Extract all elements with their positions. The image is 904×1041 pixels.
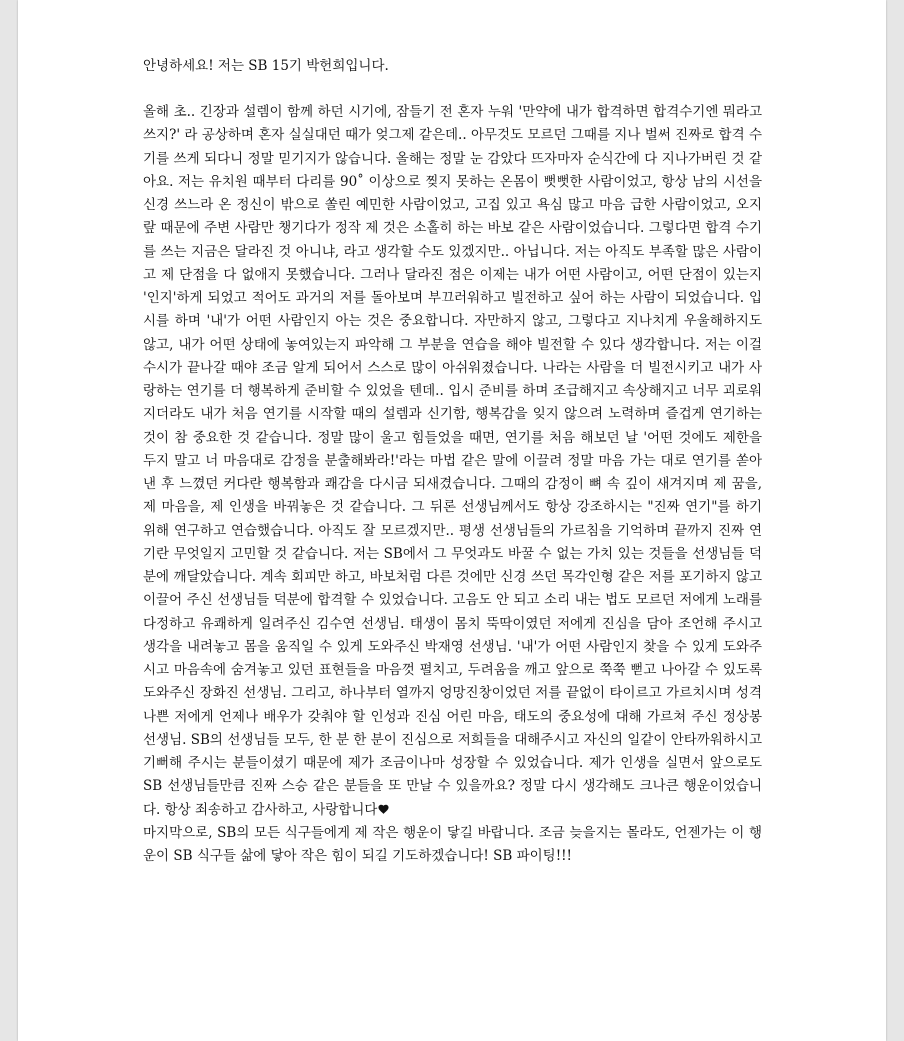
body-paragraph-text: 올해 초.. 긴장과 설렘이 함께 하던 시기에, 잠들기 전 혼자 누워 '만약에 내가 합격하면 합격수기엔 뭐라고 쓰지?' 라 공상하며 혼자 실실대던 때가 엊그제 같은데.. 아무것도 모르던 그때를 지나 벌써 진짜로 합격 수기를 쓰게 되다니 정말 믿기지가 않습니다. 올해는 정말 눈 감았다 뜨자마자 순식간에 다 지나가버린 것 같아요. 저는 유치원 때부터 다리를 90˚ 이상으로 찢지 못하는 온몸이 뻣뻣한 사람이었고, 항상 남의 시선을 신경 쓰느라 온 정신이 밖으로 쏠린 예민한 사람이었고, 고집 있고 욕심 많고 마음 급한 사람이었고, 오지랖 때문에 주변 사람만 챙기다가 정작 제 것은 소홀히 하는 바보 같은 사람이었습니다. 그렇다면 합격 수기를 쓰는 지금은 달라진 것 아니냐, 라고 생각할 수도 있겠지만.. 아닙니다. 저는 아직도 부족할 많은 사람이고 제 단점을 다 없애지 못했습니다. 그러나 달라진 점은 이제는 내가 어떤 사람이고, 어떤 단점이 있는지 '인지'하게 되었고 적어도 과거의 저를 돌아보며 부끄러워하고 빌전하고 싶어 하는 사람이 되었습니다. 입시를 하며 '내'가 어떤 사람인지 아는 것은 중요합니다. 자만하지 않고, 그렇다고 지나치게 우울해하지도 않고, 내가 어떤 상태에 놓여있는지 파악해 그 부분을 연습을 해야 빌전할 수 있다 생각합니다. 저는 이걸 수시가 끝나갈 때야 조금 알게 되어서 스스로 많이 아쉬워졌습니다. 나라는 사람을 더 빌전시키고 내가 사랑하는 연기를 더 행복하게 준비할 수 있었을 텐데.. 입시 준비를 하며 조급해지고 속상해지고 너무 괴로워지더라도 내가 처음 연기를 시작할 때의 설렘과 신기함, 행복감을 잊지 않으려 노력하며 즐겁게 연기하는 것이 참 중요한 것 같습니다. 정말 많이 울고 힘들었을 때면, 연기를 처음 해보던 날 '어떤 것에도 제한을 두지 말고 너 마음대로 감정을 분출해봐라!'라는 마법 같은 말에 이끌려 정말 마음 가는 대로 연기를 쏟아낸 후 느꼈던 커다란 행복함과 쾌감을 다시금 되새겼습니다. 그때의 감정이 뼈 속 깊이 새겨지며 제 꿈을, 제 마음을, 제 인생을 바꿔놓은 것 같습니다. 그 뒤론 선생님께서도 항상 강조하시는 "진짜 연기"를 하기 위해 연구하고 연습했습니다. 아직도 잘 모르겠지만.. 평생 선생님들의 가르침을 기억하며 끝까지 진짜 연기란 무엇일지 고민할 것 같습니다. 저는 SB에서 그 무엇과도 바꿀 수 없는 가치 있는 것들을 선생님들 덕분에 깨달았습니다. 계속 회피만 하고, 바보처럼 다른 것에만 신경 쓰던 목각인형 같은 저를 포기하지 않고 이끌어 주신 선생님들 덕분에 합격할 수 있었습니다. 고음도 안 되고 소리 내는 법도 모르던 저에게 노래를 다정하고 유쾌하게 일려주신 김수연 선생님. 태생이 몸치 뚝딱이였던 저에게 진심을 담아 조언해 주시고 생각을 내려놓고 몸을 움직일 수 있게 도와주신 박재영 선생님. '내'가 어떤 사람인지 찾을 수 있게 도와주시고 마음속에 숨겨놓고 있던 표현들을 마음껏 펼치고, 두려움을 깨고 앞으로 쭉쭉 뻗고 나아갈 수 있도록 도와주신 장화진 선생님. 그리고, 하나부터 열까지 엉망진창이었던 저를 끝없이 타이르고 가르치시며 성격 나쁜 저에게 언제나 배우가 갖춰야 할 인성과 진심 어린 마음, 태도의 중요성에 대해 가르쳐 주신 정상봉 선생님. SB의 선생님들 모두, 한 분 한 분이 진심으로 저희들을 대해주시고 자신의 일같이 안타까워하시고 기뻐해 주시는 분들이셨기 때문에 제가 조금이나마 성장할 수 있었습니다. 제가 인생을 실면서 앞으로도 SB 선생님들만큼 진짜 스승 같은 분들을 또 만날 수 있을까요? 정말 다시 생각해도 크나큰 행운이었습니다. 항상 죄송하고 감사하고, 사랑합니다 — [143, 104, 762, 818]
greeting-line: 안녕하세요! 저는 SB 15기 박헌희입니다. — [143, 58, 389, 74]
heart-icon — [378, 804, 389, 815]
document-body — [143, 55, 762, 868]
document-page — [18, 0, 886, 1041]
closing-paragraph: 마지막으로, SB의 모든 식구들에게 제 작은 행운이 닿길 바랍니다. 조금 늦을지는 몰라도, 언젠가는 이 행운이 SB 식구들 삶에 닿아 작은 힘이 되길 기도하겠습니다! SB 파이팅!!! — [143, 824, 762, 864]
body-paragraph — [143, 101, 762, 822]
